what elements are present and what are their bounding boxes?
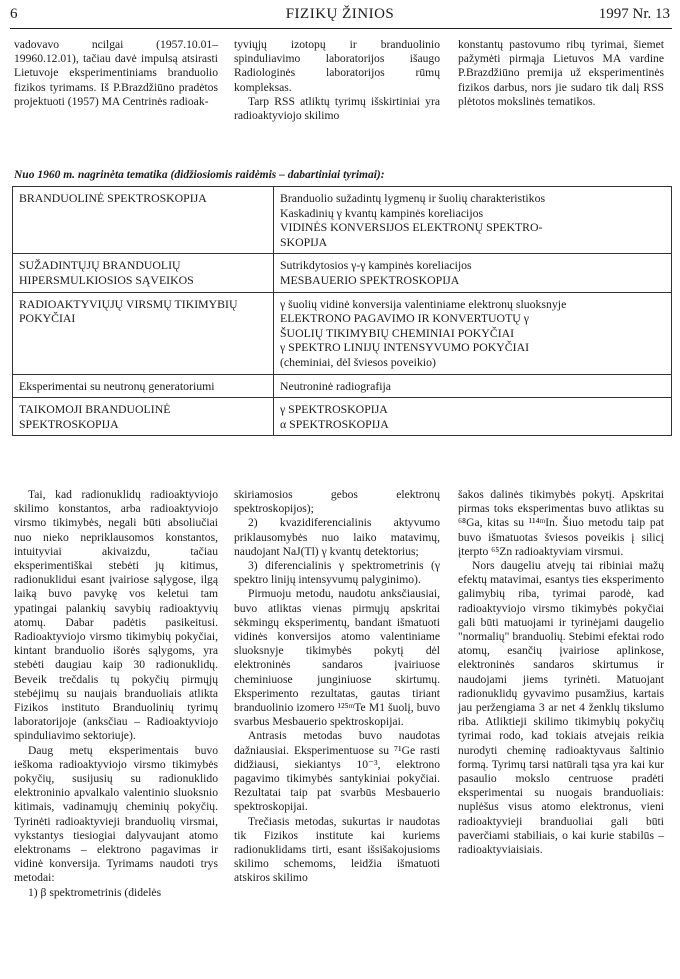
table-row [13, 187, 672, 254]
subtopic-line: VIDINĖS KONVERSIJOS ELEKTRONŲ SPEKTRO- [280, 220, 543, 235]
topic-cell: BRANDUOLINĖ SPEKTROSKOPIJA [13, 187, 274, 254]
subtopic-line: Branduolio sužadintų lygmenų ir šuolių charakteristikos [280, 191, 546, 205]
table-row [13, 254, 672, 292]
issue-number: 1997 Nr. 13 [598, 6, 670, 22]
table-row [13, 374, 672, 398]
table-row [13, 292, 672, 374]
topic-cell: TAIKOMOJI BRANDUOLINĖ SPEKTROSKOPIJA [13, 398, 274, 436]
bottom-column-3 [458, 488, 664, 857]
journal-title: FIZIKŲ ŽINIOS [285, 6, 395, 22]
body-paragraph: 1) β spektrometrinis (didelės [28, 885, 162, 899]
bottom-column-2 [234, 488, 440, 886]
subtopic-cell [274, 374, 672, 398]
subtopic-line: SKOPIJA [280, 234, 328, 249]
top-paragraph: Tarp RSS atliktų tyrimų išskirtiniai yra radioaktyviojo skilimo [234, 94, 440, 123]
subtopic-line: (cheminiai, dėl šviesos poveikio) [280, 354, 436, 369]
body-paragraph: Antrasis metodas buvo naudotas dažniausiai. Eksperimentuose su ⁷¹Ge rasti didžiausi, siekiantys 10⁻³, elektrono pagavimo tikimybės santykiniai pokyčiai. Rezultatai taip pat svarbūs Mesbauerio spektroskopijai. [234, 729, 440, 814]
subtopic-line: γ SPEKTROSKOPIJA [280, 402, 388, 417]
topic-cell: Eksperimentai su neutronų generatoriumi [13, 374, 274, 398]
body-paragraph: 2) kvazidiferencialinis aktyvumo priklausomybės nuo laiko matavimų, naudojant NaJ(Tl) γ kvantų detektorius; [234, 516, 440, 558]
body-paragraph: Nors daugeliu atvejų tai ribiniai mažų efektų matavimai, esantys ties eksperimento galimybių riba, tyrimai parodė, kad radioaktyviojo virsmo tikimybės pokyčiai gali būti matuojami ir tyrinėjami daugelio "normalių" branduolių. Stebimi efektai rodo atomų, esančių įvairiose aplinkose, elektroninės sandaros skirtumus ir naudojami jiems tyrinėti. Matuojant radionuklidų gyvavimo pusamžius, kartais jau peržengiama 3 ar net 4 ženklų tikslumo riba. Atliktieji skilimo tikimybių pokyčių tyrimai rodo, kad tokiais atvejais reikia nurodyti cheminę radioaktyvaus šaltinio formą. Tyrimų tarsi natūrali tąsa yra kai kur pasaulio mokslo centruose pradėti eksperimentai su nuogais branduoliais: nuplėšus visus atomo elektronus, vieni radioaktyvieji branduoliai gali būti paverčiami stabiliais, o kai kurie stabilūs – radioaktyviaisiais. [458, 559, 664, 857]
subtopic-line: ŠUOLIŲ TIKIMYBIŲ CHEMINIAI POKYČIAI [280, 325, 515, 340]
body-paragraph: skiriamosios gebos elektronų spektroskopijos); [234, 488, 440, 516]
subtopic-cell [274, 187, 672, 254]
topic-cell: RADIOAKTYVIŲJŲ VIRSMŲ TIKIMYBIŲ POKYČIAI [13, 292, 274, 374]
top-column-3 [458, 38, 664, 109]
body-paragraph: Pirmuoju metodu, naudotu anksčiausiai, buvo atliktas vienas pirmųjų apskritai sėkmingų eksperimentų, bandant išmatuoti vidinės konversijos atomo valentiniame sluoksnyje tikimybės pokytį dėl elektroninės sandaros įvairiuose cheminiuose junginiuose skirtumų. Eksperimento rezultatas, gautas tiriant branduolinio izomero ¹²⁵ᵐTe M1 šuolį, buvo svarbus Mesbauerio spektroskopijai. [234, 587, 440, 729]
body-paragraph: Daug metų eksperimentais buvo ieškoma radioaktyviojo virsmo tikimybės pokyčių, susijusių su radionuklido elektroninio apvalkalo valentinio sluoksnio kitimais, vadinamųjų cheminių pokyčių. Tyrinėti radioaktyvieji branduolių virsmai, vykstantys tiesiogiai dalyvaujant atomo elektronams – elektrono pagavimas ir vidinė konversija. Tyrimams naudoti trys metodai: [14, 743, 218, 885]
top-paragraph: tyviųjų izotopų ir branduolinio spinduliavimo laboratorijos išaugo Radiologinės laboratorijos rūmų kompleksas. [234, 38, 440, 94]
top-column-2 [234, 38, 440, 123]
body-paragraph: Trečiasis metodas, sukurtas ir naudotas tik Fizikos institute kai kuriems radionuklidams tirti, esant išsišakojusioms skilimo schemoms, leidžia išmatuoti atskiros skilimo [234, 814, 440, 885]
table-caption: Nuo 1960 m. nagrinėta tematika (didžiosiomis raidėmis – dabartiniai tyrimai): [14, 169, 385, 181]
top-paragraph: konstantų pastovumo ribų tyrimai, šiemet pažymėti pirmąja Lietuvos MA vardine P.Brazdžiūno premija už eksperimentinės fizikos darbus, nors jie sudaro tik dalį RSS plėtotos mokslinės tematikos. [458, 38, 664, 108]
body-paragraph: Tai, kad radionuklidų radioaktyviojo skilimo konstantos, arba radioaktyviojo virsmo tikimybės, negali būti absoliučiai nuo nieko nepriklausomos konstantos, intuityviai akivaizdu, tačiau eksperimentiškai stebėti jų kitimus, radionuklidui esant įvairiose sąlygose, ilgą laiką buvo pavykę vos keletui tam ypatingai palankių savybių radioaktyvių atomų. Dabar padėtis pasikeitusi. Radioaktyviojo virsmo tikimybių pokyčiai, kintant branduolio išorės sąlygoms, yra stebėti daugiau kaip 30 radionuklidų. Beveik trečdalis tų pokyčių pirmųjų stebėjimų su naujais branduoliais atlikta Fizikos instituto Branduolinių tyrimų laboratorijoje (anksčiau – Radioaktyviojo spinduliavimo sektoriuje). [14, 488, 218, 743]
topics-table [12, 186, 672, 436]
subtopic-line: γ šuolių vidinė konversija valentiniame elektronų sluoksnyje [280, 296, 567, 311]
subtopic-line: MESBAUERIO SPEKTROSKOPIJA [280, 272, 460, 287]
top-paragraph: vadovavo ncilgai (1957.10.01–19960.12.01), tačiau davė impulsą atsirasti Lietuvoje eksperimentiniams branduolio fizikos tyrimams. Iš P.Brazdžiūno pradėtos projektuoti (1957) MA Centrinės radioak- [14, 38, 218, 108]
bottom-column-1 [14, 488, 218, 900]
subtopic-cell [274, 292, 672, 374]
subtopic-line: Sutrikdytosios γ-γ kampinės koreliacijos [280, 258, 472, 273]
topic-cell: SUŽADINTŲJŲ BRANDUOLIŲ HIPERSMULKIOSIOS SĄVEIKOS [13, 254, 274, 292]
top-column-1 [14, 38, 218, 109]
page-header [10, 6, 670, 28]
table-row [13, 398, 672, 436]
subtopic-line: ELEKTRONO PAGAVIMO IR KONVERTUOTŲ γ [280, 311, 529, 326]
subtopic-line: Kaskadinių γ kvantų kampinės koreliacijos [280, 205, 484, 220]
subtopic-line: γ SPEKTRO LINIJŲ INTENSYVUMO POKYČIAI [280, 340, 530, 355]
subtopic-line: α SPEKTROSKOPIJA [280, 416, 389, 431]
body-paragraph: 3) diferencialinis γ spektrometrinis (γ spektro linijų intensyvumų palyginimo). [234, 559, 440, 587]
header-rule [10, 28, 672, 29]
subtopic-cell [274, 254, 672, 292]
subtopic-line: Neutroninė radiografija [280, 378, 392, 393]
body-paragraph: šakos dalinės tikimybės pokytį. Apskritai pirmas toks eksperimentas buvo atliktas su ⁶⁸Ga, kitas su ¹¹⁴ᵐIn. Šiuo metodu taip pat buvo išmatuotas šviesos poveikis į silicį įterpto ⁶⁵Zn radioaktyviam virsmui. [458, 488, 664, 558]
page-number: 6 [10, 6, 18, 22]
subtopic-cell [274, 398, 672, 436]
